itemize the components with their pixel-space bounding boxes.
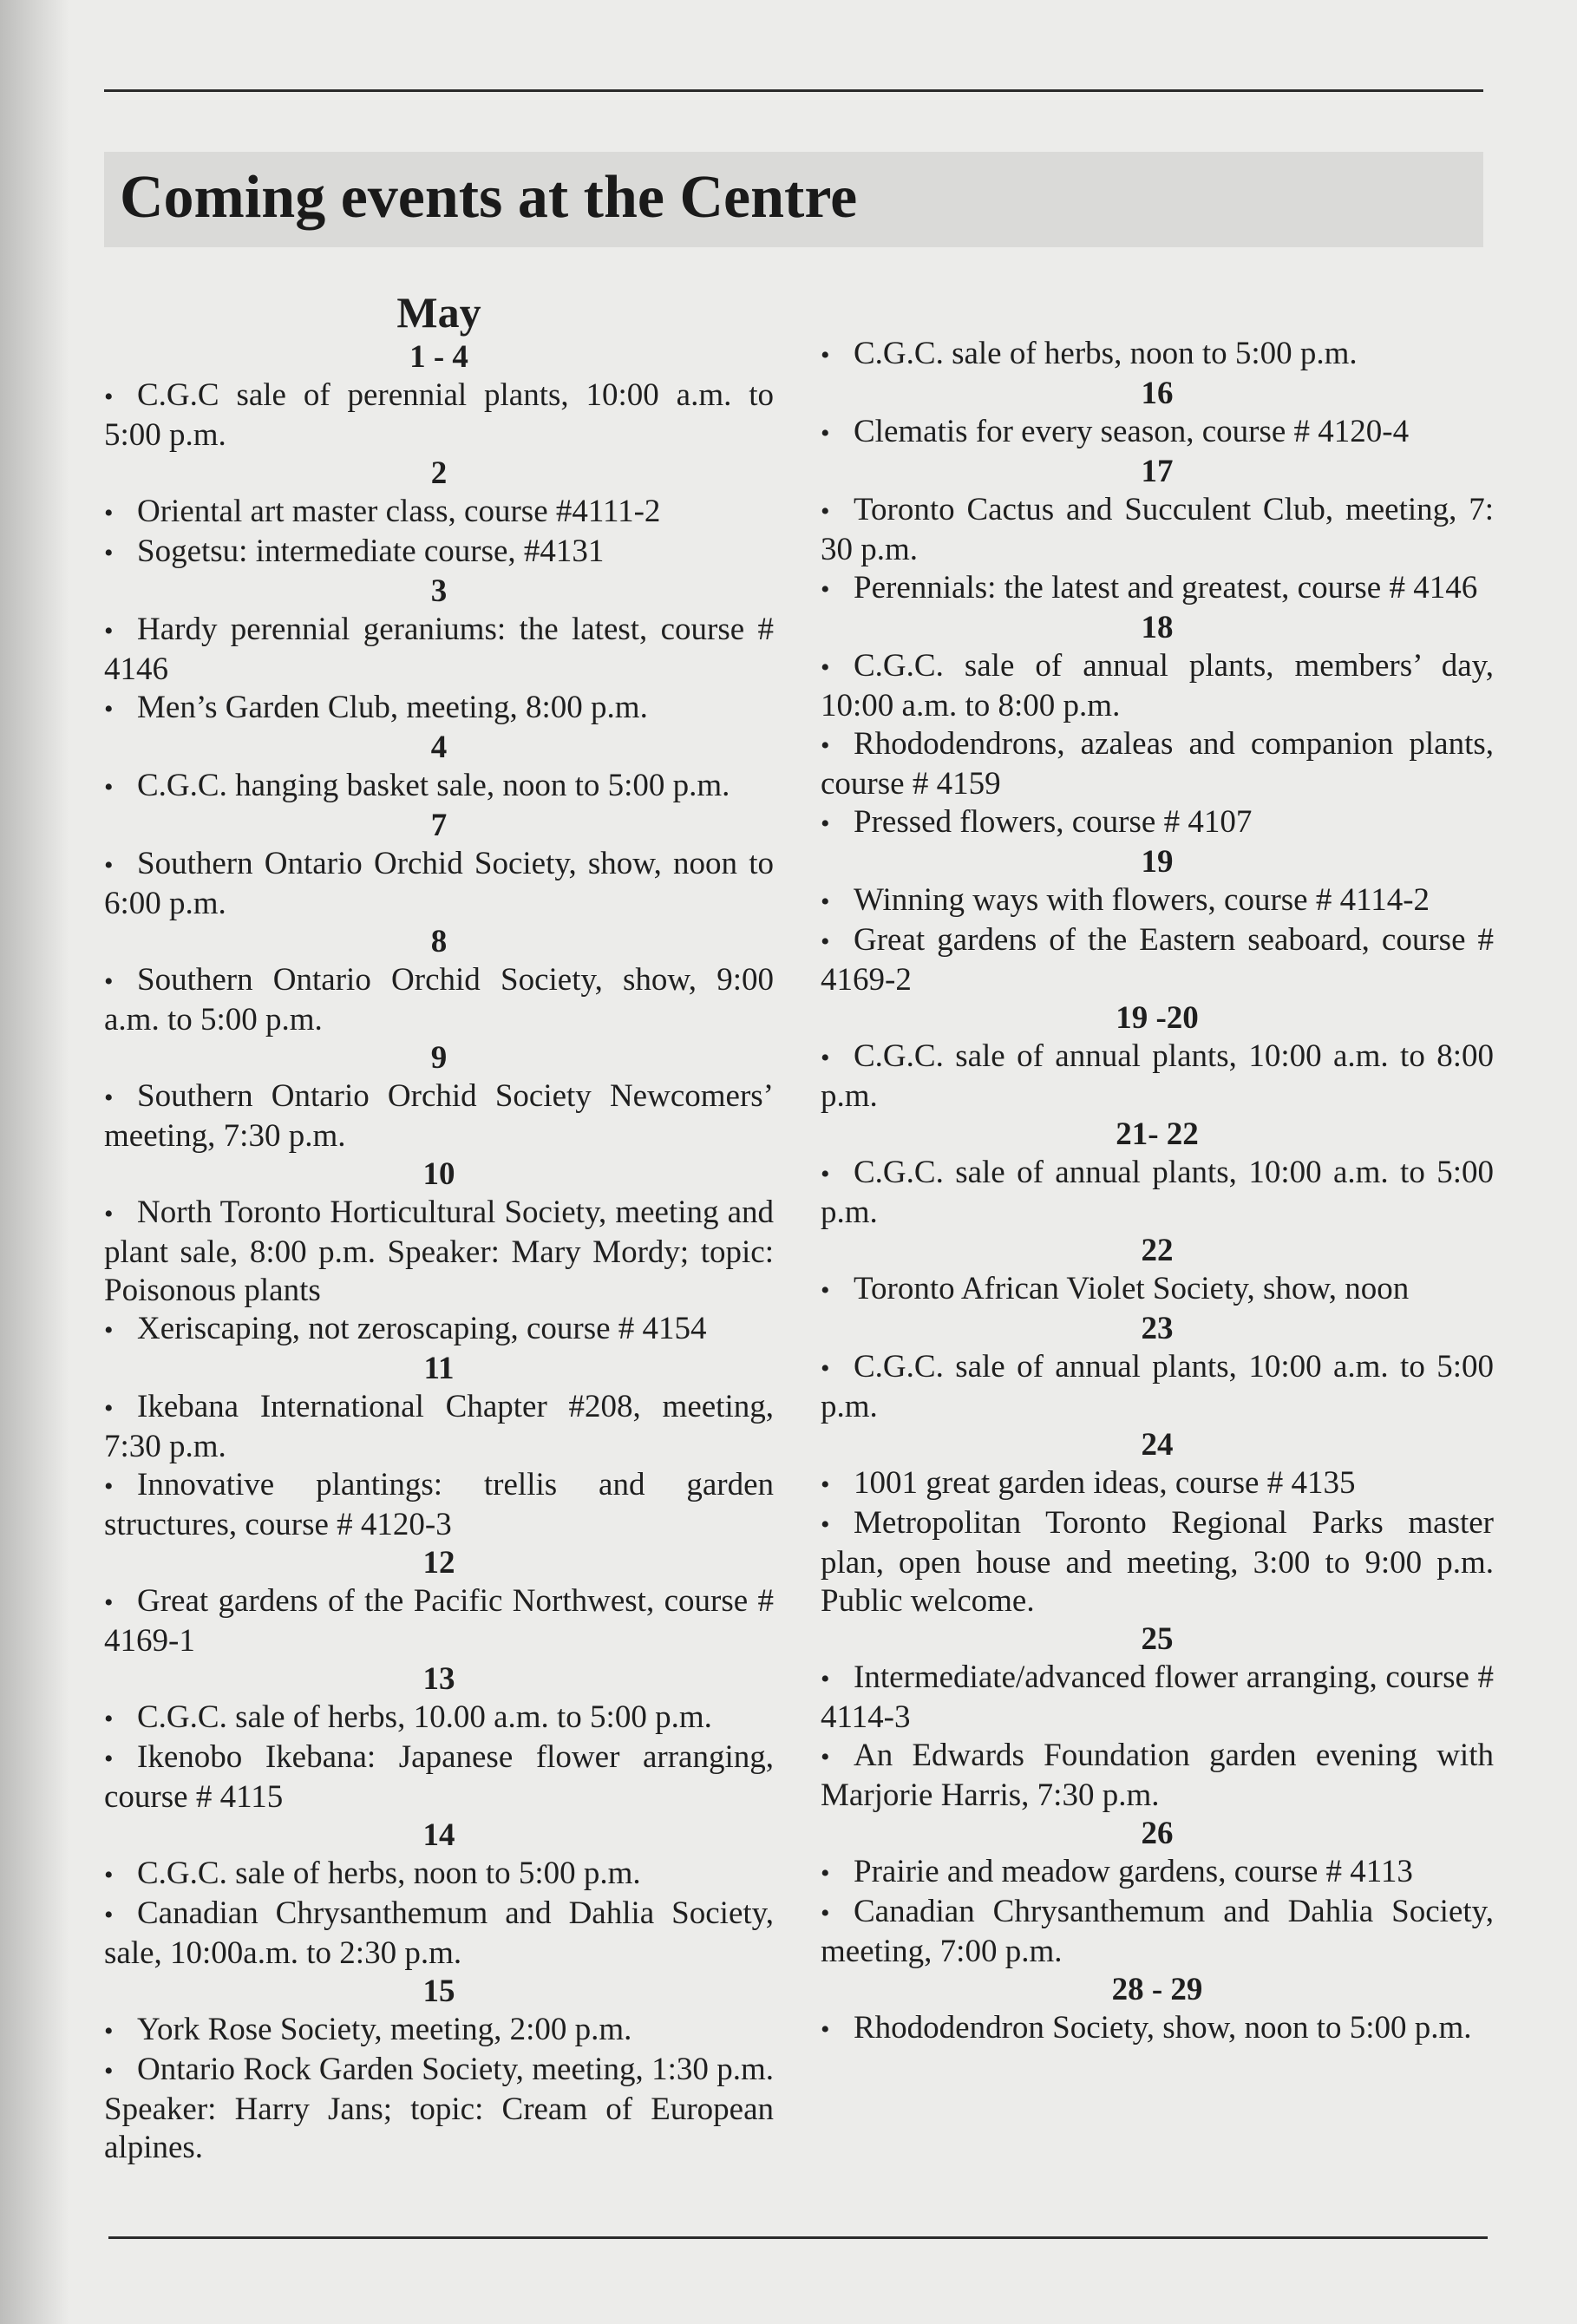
- day-heading: 26: [1141, 1816, 1174, 1851]
- event-item: [821, 1038, 1494, 1116]
- event-text: York Rose Society, meeting, 2:00 p.m.: [137, 2012, 632, 2047]
- day-heading: 10: [422, 1156, 455, 1192]
- day-heading: 9: [430, 1040, 448, 1076]
- page-edge-shadow: [0, 0, 69, 2324]
- event-item: [821, 803, 1494, 843]
- event-item: [821, 569, 1494, 609]
- bullet-icon: •: [104, 539, 114, 567]
- event-text: Prairie and meadow gardens, course # 4113: [854, 1854, 1413, 1889]
- event-text: C.G.C. sale of herbs, noon to 5:00 p.m.: [137, 1856, 641, 1891]
- event-item: [821, 1270, 1494, 1310]
- event-item: [104, 1077, 774, 1155]
- bullet-icon: •: [104, 2057, 114, 2085]
- event-item: [104, 493, 774, 533]
- day-heading: 21- 22: [1116, 1116, 1199, 1152]
- bullet-icon: •: [104, 851, 114, 880]
- page-title: Coming events at the Centre: [120, 164, 858, 231]
- event-item: [104, 767, 774, 807]
- bullet-icon: •: [821, 1510, 830, 1539]
- event-text: C.G.C. sale of annual plants, 10:00 a.m. to 5:00 p.m.: [821, 1155, 1494, 1230]
- bullet-icon: •: [821, 575, 830, 604]
- day-heading: 2: [430, 455, 448, 491]
- bullet-icon: •: [821, 341, 830, 370]
- event-item: [104, 1855, 774, 1895]
- event-text: Perennials: the latest and greatest, course # 4146: [854, 570, 1478, 606]
- event-item: [104, 376, 774, 455]
- event-item: [104, 961, 774, 1039]
- bullet-icon: •: [104, 967, 114, 996]
- event-item: [821, 921, 1494, 999]
- bullet-icon: •: [821, 927, 830, 956]
- event-text: Innovative plantings: trellis and garden structures, course # 4120-3: [104, 1467, 774, 1542]
- bullet-icon: •: [821, 1859, 830, 1888]
- event-text: Metropolitan Toronto Regional Parks master plan, open house and meeting, 3:00 to 9:00 p.m. Public welcome.: [821, 1505, 1494, 1619]
- event-text: C.G.C sale of perennial plants, 10:00 a.m. to 5:00 p.m.: [104, 377, 774, 453]
- day-heading: 19 -20: [1116, 1000, 1199, 1036]
- event-text: Southern Ontario Orchid Society, show, 9:00 a.m. to 5:00 p.m.: [104, 962, 774, 1038]
- left-event-list: [104, 338, 774, 2167]
- day-heading: 24: [1141, 1427, 1174, 1463]
- day-heading: 14: [422, 1817, 455, 1853]
- bullet-icon: •: [821, 1743, 830, 1771]
- event-item: [104, 2051, 774, 2167]
- bullet-icon: •: [104, 1745, 114, 1773]
- event-item: [104, 533, 774, 573]
- event-text: C.G.C. hanging basket sale, noon to 5:00 p.m.: [137, 768, 730, 803]
- day-heading: 1 - 4: [409, 339, 468, 375]
- day-heading: 13: [422, 1661, 455, 1697]
- day-heading: 15: [422, 1974, 455, 2009]
- event-text: Great gardens of the Pacific Northwest, course # 4169-1: [104, 1583, 774, 1659]
- event-text: Toronto Cactus and Succulent Club, meeting, 7: 30 p.m.: [821, 492, 1494, 567]
- bullet-icon: •: [104, 773, 114, 802]
- event-item: [104, 1699, 774, 1738]
- bullet-icon: •: [821, 1354, 830, 1383]
- bullet-icon: •: [821, 1044, 830, 1072]
- bullet-icon: •: [821, 1665, 830, 1693]
- bullet-icon: •: [104, 617, 114, 645]
- event-text: Clematis for every season, course # 4120-4: [854, 414, 1410, 449]
- day-heading: 8: [430, 924, 448, 959]
- bullet-icon: •: [821, 497, 830, 526]
- event-item: [104, 1388, 774, 1466]
- bullet-icon: •: [821, 1276, 830, 1305]
- event-text: Intermediate/advanced flower arranging, course # 4114-3: [821, 1660, 1494, 1735]
- event-item: [821, 335, 1494, 375]
- event-item: [821, 1659, 1494, 1737]
- bullet-icon: •: [821, 653, 830, 682]
- top-rule: [104, 89, 1483, 92]
- event-item: [104, 689, 774, 729]
- event-item: [821, 1464, 1494, 1504]
- event-text: Oriental art master class, course #4111-2: [137, 494, 661, 529]
- day-heading: 18: [1141, 610, 1174, 645]
- event-item: [821, 881, 1494, 921]
- day-heading: 22: [1141, 1233, 1174, 1268]
- event-item: [104, 1895, 774, 1973]
- day-heading: 25: [1141, 1621, 1174, 1657]
- bullet-icon: •: [821, 419, 830, 448]
- event-text: Pressed flowers, course # 4107: [854, 804, 1253, 840]
- event-item: [104, 1466, 774, 1544]
- event-item: [821, 1853, 1494, 1893]
- right-event-list: [821, 335, 1494, 2049]
- event-text: Canadian Chrysanthemum and Dahlia Society, sale, 10:00a.m. to 2:30 p.m.: [104, 1895, 774, 1971]
- event-item: [821, 1348, 1494, 1426]
- day-heading: 19: [1141, 844, 1174, 880]
- event-item: [104, 1738, 774, 1817]
- bullet-icon: •: [821, 887, 830, 916]
- event-item: [821, 1154, 1494, 1232]
- event-text: Rhododendron Society, show, noon to 5:00 p.m.: [854, 2010, 1472, 2046]
- event-item: [821, 491, 1494, 569]
- bullet-icon: •: [104, 1316, 114, 1345]
- event-item: [821, 1504, 1494, 1620]
- bullet-icon: •: [104, 695, 114, 723]
- event-item: [821, 647, 1494, 725]
- event-text: Great gardens of the Eastern seaboard, course # 4169-2: [821, 922, 1494, 998]
- event-text: Men’s Garden Club, meeting, 8:00 p.m.: [137, 690, 648, 725]
- event-text: C.G.C. sale of herbs, noon to 5:00 p.m.: [854, 336, 1358, 371]
- event-text: Rhododendrons, azaleas and companion plants, course # 4159: [821, 726, 1494, 802]
- event-item: [104, 2011, 774, 2051]
- event-item: [104, 611, 774, 689]
- event-item: [821, 413, 1494, 453]
- event-item: [104, 845, 774, 923]
- event-item: [104, 1582, 774, 1660]
- day-heading: 11: [423, 1351, 455, 1386]
- day-heading: 4: [430, 730, 448, 765]
- day-heading: 16: [1141, 376, 1174, 411]
- day-heading: 23: [1141, 1311, 1174, 1346]
- event-text: Ontario Rock Garden Society, meeting, 1:30 p.m. Speaker: Harry Jans; topic: Cream of European alpines.: [104, 2052, 774, 2165]
- bullet-icon: •: [104, 2017, 114, 2046]
- bullet-icon: •: [821, 809, 830, 838]
- event-text: C.G.C. sale of annual plants, 10:00 a.m. to 8:00 p.m.: [821, 1038, 1494, 1114]
- event-text: Ikenobo Ikebana: Japanese flower arranging, course # 4115: [104, 1739, 774, 1815]
- event-text: North Toronto Horticultural Society, meeting and plant sale, 8:00 p.m. Speaker: Mary Mordy; topic: Poisonous plants: [104, 1195, 774, 1308]
- event-item: [104, 1194, 774, 1310]
- event-text: Southern Ontario Orchid Society, show, noon to 6:00 p.m.: [104, 846, 774, 921]
- event-item: [821, 2009, 1494, 2049]
- right-column: [821, 286, 1494, 2049]
- day-heading: 7: [430, 808, 448, 843]
- bullet-icon: •: [104, 1588, 114, 1617]
- bullet-icon: •: [104, 1705, 114, 1733]
- bullet-icon: •: [104, 499, 114, 527]
- event-text: C.G.C. sale of herbs, 10.00 a.m. to 5:00 p.m.: [137, 1699, 712, 1735]
- bottom-rule: [108, 2236, 1488, 2239]
- bullet-icon: •: [821, 1160, 830, 1188]
- day-heading: 17: [1141, 454, 1174, 489]
- event-text: Hardy perennial geraniums: the latest, course # 4146: [104, 612, 774, 687]
- event-item: [821, 725, 1494, 803]
- event-text: C.G.C. sale of annual plants, 10:00 a.m. to 5:00 p.m.: [821, 1349, 1494, 1424]
- bullet-icon: •: [104, 383, 114, 411]
- bullet-icon: •: [104, 1901, 114, 1929]
- event-text: Canadian Chrysanthemum and Dahlia Society, meeting, 7:00 p.m.: [821, 1894, 1494, 1969]
- bullet-icon: •: [821, 2015, 830, 2044]
- bullet-icon: •: [104, 1472, 114, 1501]
- bullet-icon: •: [821, 1899, 830, 1928]
- event-item: [104, 1310, 774, 1350]
- event-text: Xeriscaping, not zeroscaping, course # 4154: [137, 1311, 707, 1346]
- left-column: [104, 286, 774, 2167]
- event-text: Toronto African Violet Society, show, noon: [854, 1271, 1410, 1306]
- bullet-icon: •: [821, 731, 830, 760]
- event-item: [821, 1737, 1494, 1815]
- event-text: Ikebana International Chapter #208, meeting, 7:30 p.m.: [104, 1389, 774, 1464]
- bullet-icon: •: [104, 1200, 114, 1228]
- bullet-icon: •: [104, 1083, 114, 1112]
- event-text: 1001 great garden ideas, course # 4135: [854, 1465, 1356, 1501]
- day-heading: 3: [430, 573, 448, 609]
- event-item: [821, 1893, 1494, 1971]
- day-heading: 12: [422, 1545, 455, 1581]
- event-text: An Edwards Foundation garden evening with Marjorie Harris, 7:30 p.m.: [821, 1738, 1494, 1813]
- bullet-icon: •: [104, 1394, 114, 1423]
- day-heading: 28 - 29: [1111, 1972, 1203, 2007]
- bullet-icon: •: [821, 1470, 830, 1499]
- event-text: Southern Ontario Orchid Society Newcomers’ meeting, 7:30 p.m.: [104, 1078, 774, 1154]
- month-heading: May: [396, 288, 481, 337]
- event-text: C.G.C. sale of annual plants, members’ day, 10:00 a.m. to 8:00 p.m.: [821, 648, 1494, 723]
- event-text: Winning ways with flowers, course # 4114-2: [854, 882, 1430, 918]
- bullet-icon: •: [104, 1861, 114, 1889]
- event-text: Sogetsu: intermediate course, #4131: [137, 534, 605, 569]
